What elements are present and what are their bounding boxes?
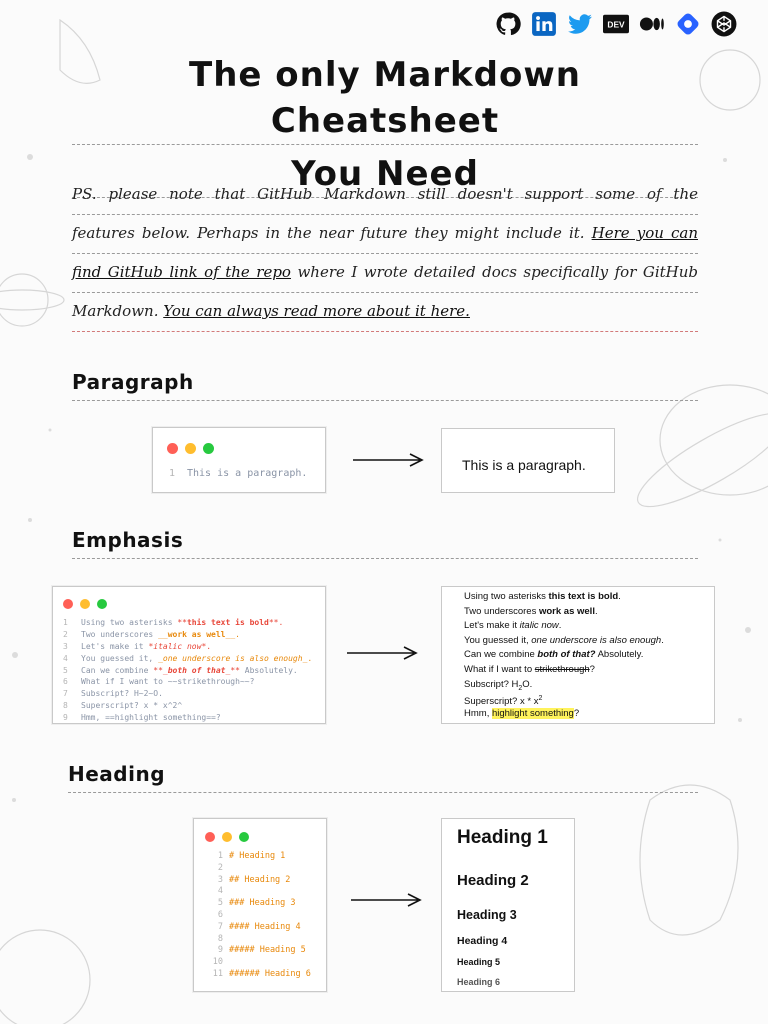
- section-title-heading: Heading: [68, 762, 698, 793]
- code-block: [207, 851, 311, 981]
- code-italic: italic now: [153, 641, 202, 651]
- code-line: [207, 969, 311, 981]
- code-marker: **: [177, 618, 187, 627]
- line-number: 6: [63, 677, 68, 687]
- output-line: [464, 663, 664, 678]
- code-line: [207, 875, 311, 887]
- emphasis-preview: [441, 586, 715, 724]
- paragraph-preview: [441, 428, 615, 493]
- code-line: [207, 922, 311, 934]
- code-line: [207, 934, 311, 946]
- maximize-dot-icon: [203, 443, 214, 454]
- code-marker: _: [158, 653, 163, 663]
- code-line: [63, 653, 312, 665]
- social-links: [494, 10, 738, 38]
- code-text: Subscript? H~2~O.: [81, 689, 163, 699]
- heading-5-output: Heading 5: [457, 957, 501, 967]
- output-line: [464, 692, 664, 707]
- intro-line-4: [72, 293, 698, 332]
- section-title-paragraph: Paragraph: [72, 370, 698, 401]
- dev-icon[interactable]: [602, 10, 630, 38]
- intro-text: Markdown.: [72, 302, 159, 320]
- code-marker: __.: [225, 629, 240, 639]
- code-text: ##### Heading 5: [229, 945, 306, 956]
- line-number: 11: [212, 968, 223, 979]
- line-number: 8: [63, 701, 68, 711]
- code-text: You guessed it,: [81, 653, 159, 663]
- output-text: Two underscores: [464, 605, 539, 617]
- code-line: [63, 617, 312, 629]
- code-marker: *: [148, 641, 154, 651]
- code-marker: **_: [153, 665, 168, 675]
- code-text: Two underscores: [81, 629, 159, 639]
- code-line: [207, 851, 311, 863]
- intro-line-2: [72, 215, 698, 254]
- medium-icon[interactable]: [638, 10, 666, 38]
- output-text: Using two asterisks: [464, 591, 549, 602]
- code-text: Absolutely.: [239, 665, 298, 675]
- codepen-icon[interactable]: [710, 10, 738, 38]
- code-line: [63, 641, 312, 653]
- heading-2-output: Heading 2: [457, 872, 529, 889]
- maximize-dot-icon: [97, 599, 107, 609]
- intro-line-3: [72, 254, 698, 293]
- output-text: .: [618, 591, 621, 602]
- line-number: 8: [217, 933, 223, 944]
- line-number: 6: [217, 909, 223, 920]
- line-number: 4: [217, 886, 223, 897]
- code-line: [169, 468, 307, 480]
- title-line-2: You Need: [72, 151, 698, 198]
- output-line: [464, 707, 664, 722]
- section-title-emphasis: Emphasis: [72, 528, 698, 559]
- code-block: [63, 617, 312, 724]
- linkedin-icon[interactable]: [530, 10, 558, 38]
- heading-1-output: Heading 1: [457, 827, 548, 848]
- code-bold: this text is bold: [186, 618, 269, 627]
- code-text: ###### Heading 6: [229, 968, 311, 979]
- output-bold: work as well: [538, 605, 595, 617]
- line-number: 5: [217, 898, 223, 909]
- code-line: [207, 957, 311, 969]
- code-text: ### Heading 3: [229, 898, 296, 909]
- output-text: Subscript? H: [464, 678, 519, 690]
- code-block: [169, 468, 307, 480]
- code-bold-italic: both of that: [167, 665, 226, 675]
- twitter-icon[interactable]: [566, 10, 594, 38]
- output-subscript: 2: [518, 684, 523, 692]
- output-text: You guessed it,: [464, 634, 532, 646]
- output-text: ?: [573, 707, 580, 719]
- window-controls: [63, 599, 107, 609]
- code-text: Let's make it: [81, 641, 149, 651]
- output-text: .: [661, 634, 664, 646]
- line-number: 9: [217, 945, 223, 956]
- code-line: [63, 665, 312, 677]
- arrow-right-icon: [352, 452, 424, 468]
- paragraph-output: This is a paragraph.: [462, 457, 586, 473]
- github-icon[interactable]: [494, 10, 522, 38]
- title-line-1: The only Markdown Cheatsheet: [72, 52, 698, 145]
- minimize-dot-icon: [185, 443, 196, 454]
- output-line: [464, 648, 664, 663]
- code-text: This is a paragraph.: [187, 468, 308, 479]
- heading-preview: [441, 818, 575, 992]
- output-line: [464, 634, 664, 649]
- line-number: 1: [169, 468, 176, 479]
- output-text: ?: [589, 663, 595, 675]
- output-bold-italic: both of that?: [537, 649, 596, 661]
- code-line: [207, 945, 311, 957]
- hashnode-icon[interactable]: [674, 10, 702, 38]
- output-text: Hmm,: [464, 707, 492, 719]
- code-line: [207, 898, 311, 910]
- heading-code-editor: [193, 818, 327, 992]
- close-dot-icon: [167, 443, 178, 454]
- code-line: [207, 863, 311, 875]
- code-text: Using two asterisks: [81, 618, 178, 627]
- line-number: 7: [217, 921, 223, 932]
- code-marker: **.: [268, 618, 284, 627]
- read-more-link[interactable]: You can always read more about it here.: [163, 302, 470, 320]
- output-text: O.: [522, 678, 533, 690]
- arrow-right-icon: [350, 892, 422, 908]
- line-number: 4: [63, 653, 68, 663]
- intro-text: features below. Perhaps in the near future they might include it.: [72, 224, 585, 242]
- heading-6-output: Heading 6: [457, 977, 501, 987]
- output-line: [464, 678, 664, 693]
- code-line: [63, 629, 312, 641]
- code-line: [207, 910, 311, 922]
- minimize-dot-icon: [80, 599, 90, 609]
- output-highlight: highlight something: [491, 707, 574, 719]
- arrow-right-icon: [346, 645, 418, 661]
- code-text: #### Heading 4: [229, 921, 301, 932]
- code-line: [63, 700, 312, 712]
- intro-text: where I wrote detailed docs specifically for GitHub: [297, 263, 699, 281]
- output-italic: one underscore is also enough: [531, 634, 662, 646]
- line-number: 7: [63, 689, 68, 699]
- output-text: Superscript? x * x: [464, 696, 539, 708]
- code-line: [63, 712, 312, 724]
- line-number: 10: [212, 957, 223, 968]
- code-bold: work as well: [167, 629, 226, 639]
- window-controls: [205, 832, 249, 842]
- code-italic: one underscore is also enough: [162, 653, 303, 663]
- output-text: .: [558, 620, 562, 632]
- line-number: 2: [63, 629, 68, 639]
- output-superscript: 2: [538, 695, 543, 703]
- maximize-dot-icon: [239, 832, 249, 842]
- code-line: [63, 688, 312, 700]
- output-text: Can we combine: [464, 649, 538, 661]
- repo-link-part-1[interactable]: Here you can: [591, 224, 698, 242]
- code-text: Can we combine: [81, 665, 154, 675]
- output-text: .: [594, 605, 598, 617]
- output-text: Absolutely.: [595, 649, 644, 661]
- code-marker: _.: [302, 653, 313, 663]
- output-strikethrough: strikethrough: [534, 663, 590, 675]
- dev-icon-label: DEV: [607, 19, 625, 30]
- code-line: [207, 886, 311, 898]
- emphasis-output: [464, 590, 664, 721]
- line-number: 1: [63, 618, 68, 627]
- code-marker: *.: [201, 641, 212, 651]
- close-dot-icon: [63, 599, 73, 609]
- heading-3-output: Heading 3: [457, 908, 517, 922]
- output-line: [464, 590, 664, 605]
- intro-paragraph: [72, 176, 698, 332]
- code-text: # Heading 1: [229, 851, 286, 861]
- window-controls: [167, 443, 214, 454]
- output-text: Let's make it: [464, 620, 520, 632]
- repo-link-part-2[interactable]: find GitHub link of the repo: [72, 263, 291, 281]
- code-marker: __: [158, 629, 168, 639]
- code-text: ## Heading 2: [229, 874, 291, 885]
- code-text: Superscript? x * x^2^: [81, 701, 183, 711]
- code-text: What if I want to ~~strikethrough~~?: [81, 677, 255, 687]
- output-text: What if I want to: [464, 663, 535, 675]
- output-line: [464, 619, 664, 634]
- code-line: [63, 676, 312, 688]
- line-number: 3: [63, 641, 68, 651]
- intro-line-1: PS. please note that GitHub Markdown still doesn't support some of the: [72, 176, 698, 215]
- output-line: [464, 605, 664, 620]
- line-number: 3: [217, 874, 223, 885]
- close-dot-icon: [205, 832, 215, 842]
- paragraph-code-editor: [152, 427, 326, 493]
- minimize-dot-icon: [222, 832, 232, 842]
- output-bold: this text is bold: [548, 591, 619, 602]
- line-number: 9: [63, 713, 68, 723]
- code-text: Hmm, ==highlight something==?: [81, 713, 221, 723]
- code-marker: _**: [225, 665, 240, 675]
- output-italic: italic now: [519, 620, 559, 632]
- line-number: 1: [217, 851, 223, 861]
- line-number: 5: [63, 665, 68, 675]
- heading-4-output: Heading 4: [457, 935, 508, 947]
- line-number: 2: [217, 862, 223, 873]
- emphasis-code-editor: [52, 586, 326, 724]
